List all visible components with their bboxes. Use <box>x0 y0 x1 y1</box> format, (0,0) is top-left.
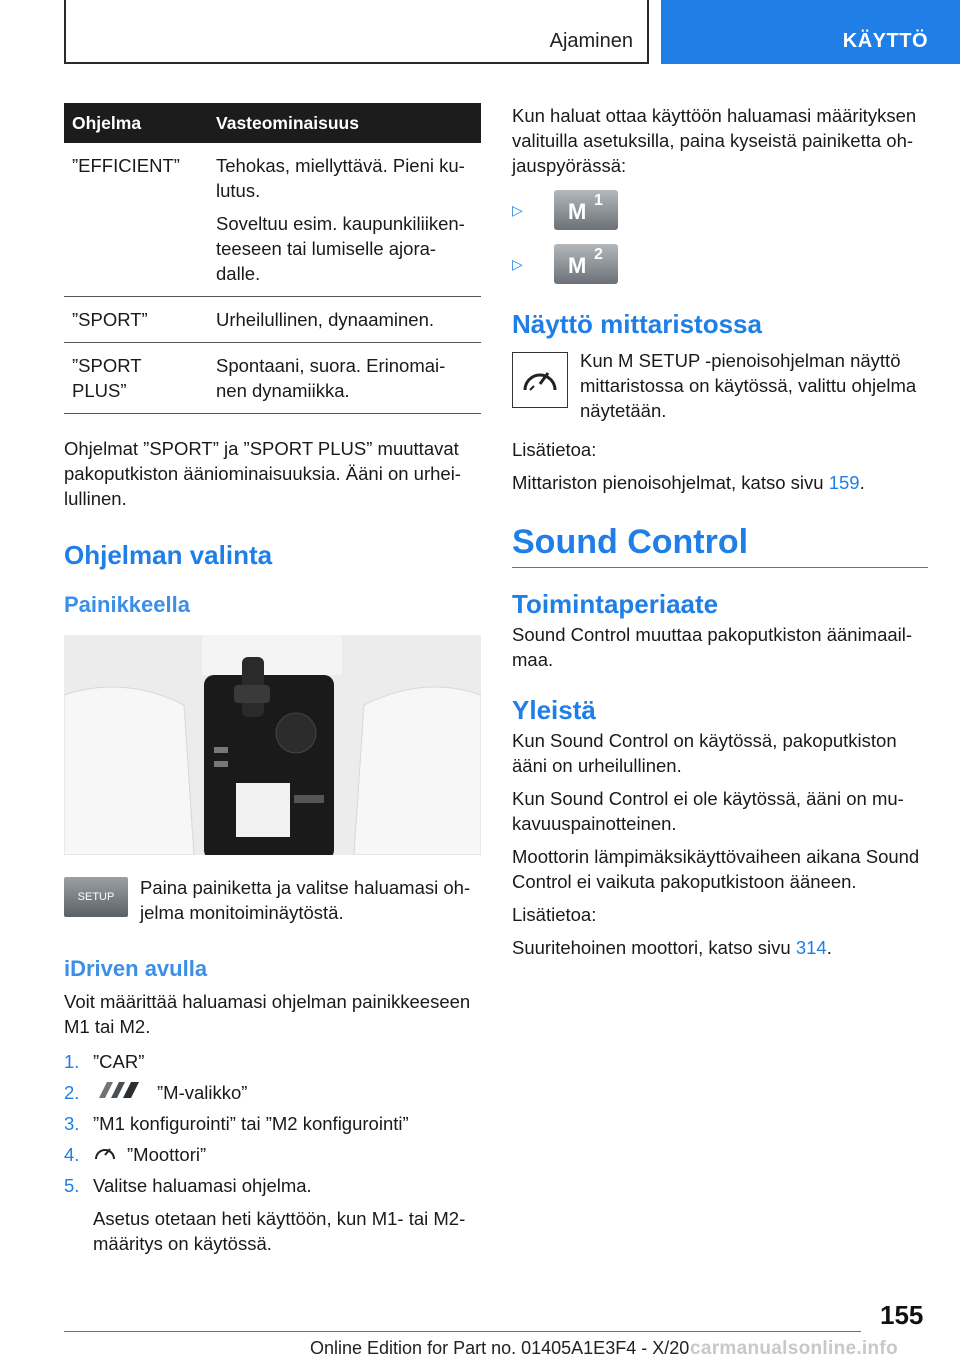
sport-modes-paragraph: Ohjelmat ”SPORT” ja ”SPORT PLUS” muuttavat pakoputkiston ääniominaisuuksia. Ääni on urhei-lullinen. <box>64 438 461 509</box>
header-section-label: Ajaminen <box>549 30 633 52</box>
list-item <box>64 1080 481 1105</box>
table-cell-program: ”SPORT PLUS” <box>64 343 208 414</box>
watermark: carmanualsonline.info <box>690 1338 898 1359</box>
reference-text: Suuritehoinen moottori, katso sivu <box>512 937 796 958</box>
more-info-label: Lisätietoa: <box>512 439 597 460</box>
m1-letter: M <box>568 199 587 224</box>
step-number: 2. <box>64 1082 80 1103</box>
cluster-widgets-reference <box>512 470 928 495</box>
center-console-illustration <box>64 635 481 855</box>
table-header-program: Ohjelma <box>64 103 208 143</box>
gauge-icon <box>512 352 568 408</box>
step-text: ”Moottori” <box>127 1144 207 1165</box>
table-cell-line: Spontaani, suora. Erinomai-nen dynamiikka. <box>216 355 446 401</box>
list-item <box>64 1111 481 1136</box>
more-info-label-2: Lisätietoa: <box>512 904 597 925</box>
header-chapter-tab <box>661 0 960 64</box>
general-paragraph-1: Kun Sound Control on käytössä, pakoputkiston ääni on urheilullinen. <box>512 730 897 776</box>
triangle-bullet-icon: ▷ <box>512 201 523 218</box>
step-number: 1. <box>64 1051 80 1072</box>
step-text: Valitse haluamasi ohjelma. <box>93 1175 312 1196</box>
step-subtext: Asetus otetaan heti käyttöön, kun M1- tai M2-määritys on käytössä. <box>93 1208 466 1254</box>
step-number: 5. <box>64 1175 80 1196</box>
page-number: 155 <box>880 1300 924 1330</box>
center-console-photo <box>64 635 481 855</box>
header-section-tab <box>64 0 649 64</box>
cluster-display-text: Kun M SETUP -pienoisohjelman näyttö mittaristossa on käytössä, valittu ohjelma näytetään. <box>580 350 917 421</box>
engine-reference <box>512 935 928 960</box>
page-link-159[interactable]: 159 <box>828 472 860 493</box>
setup-instruction <box>64 875 481 925</box>
left-column <box>64 103 481 1256</box>
right-column <box>512 103 928 960</box>
steering-wheel-intro: Kun haluat ottaa käyttöön haluamasi määrityksen valituilla asetuksilla, paina kyseistä painiketta oh-jauspyörässä: <box>512 105 917 176</box>
table-row <box>64 343 481 414</box>
m2-letter: M <box>568 253 587 278</box>
reference-period: . <box>826 937 832 958</box>
principle-paragraph: Sound Control muuttaa pakoputkiston äänimaail-maa. <box>512 624 913 670</box>
table-cell-line: Tehokas, miellyttävä. Pieni ku-lutus. <box>216 155 465 201</box>
heading-cluster-display: Näyttö mittaristossa <box>512 309 762 339</box>
general-paragraph-3: Moottorin lämpimäksikäyttövaiheen aikana Sound Control ei vaikuta pakoputkistoon ääneen. <box>512 846 920 892</box>
table-cell-response <box>208 143 481 297</box>
footer-edition: Online Edition for Part no. 01405A1E3F4 - X/20 <box>310 1338 690 1358</box>
m-menu-icon <box>93 1080 149 1102</box>
footer-divider <box>64 1331 861 1332</box>
page-link-314[interactable]: 314 <box>795 937 827 958</box>
program-table <box>64 103 481 414</box>
engine-gauge-icon <box>93 1142 127 1164</box>
triangle-bullet-icon: ▷ <box>512 255 523 272</box>
m1-number: 1 <box>594 192 603 209</box>
list-item <box>64 1049 481 1074</box>
heading-general: Yleistä <box>512 695 596 725</box>
reference-period: . <box>859 472 865 493</box>
setup-button-icon <box>64 877 128 917</box>
reference-text: Mittariston pienoisohjelmat, katso sivu <box>512 472 829 493</box>
step-text: ”M-valikko” <box>157 1082 248 1103</box>
m1-button-icon <box>554 190 618 230</box>
header-chapter-label: KÄYTTÖ <box>842 30 928 52</box>
list-item <box>64 1142 481 1167</box>
step-number: 4. <box>64 1144 80 1165</box>
general-paragraph-2: Kun Sound Control ei ole käytössä, ääni on mu-kavuuspainotteinen. <box>512 788 904 834</box>
table-cell-program: ”EFFICIENT” <box>64 143 208 297</box>
table-row <box>64 143 481 297</box>
table-header-response: Vasteominaisuus <box>208 103 481 143</box>
m1-button-row <box>512 190 928 230</box>
table-cell-response <box>208 297 481 343</box>
heading-operating-principle: Toimintaperiaate <box>512 589 719 619</box>
step-number: 3. <box>64 1113 80 1134</box>
setup-instruction-text: Paina painiketta ja valitse haluamasi oh-jelma monitoiminäytöstä. <box>140 877 471 923</box>
table-header-row <box>64 103 481 143</box>
heading-program-selection: Ohjelman valinta <box>64 540 273 570</box>
table-cell-program: ”SPORT” <box>64 297 208 343</box>
list-item <box>64 1173 481 1256</box>
table-row <box>64 297 481 343</box>
m2-number: 2 <box>594 246 603 263</box>
table-cell-response <box>208 343 481 414</box>
setup-button-label: SETUP <box>77 891 115 903</box>
step-text: ”M1 konfigurointi” tai ”M2 konfigurointi” <box>93 1113 409 1134</box>
heading-sound-control: Sound Control <box>512 521 928 568</box>
m2-button-icon <box>554 244 618 284</box>
cluster-display-info <box>512 348 928 423</box>
idrive-paragraph: Voit määrittää haluamasi ohjelman painikkeeseen M1 tai M2. <box>64 991 471 1037</box>
heading-idrive: iDriven avulla <box>64 956 208 981</box>
table-cell-line: Soveltuu esim. kaupunkiliiken-teeseen tai lumiselle ajora-dalle. <box>216 213 465 284</box>
step-text: ”CAR” <box>93 1051 145 1072</box>
m2-button-row <box>512 244 928 284</box>
table-cell-line: Urheilullinen, dynaaminen. <box>216 309 435 330</box>
heading-by-button: Painikkeella <box>64 592 190 617</box>
idrive-steps-list <box>64 1049 481 1256</box>
